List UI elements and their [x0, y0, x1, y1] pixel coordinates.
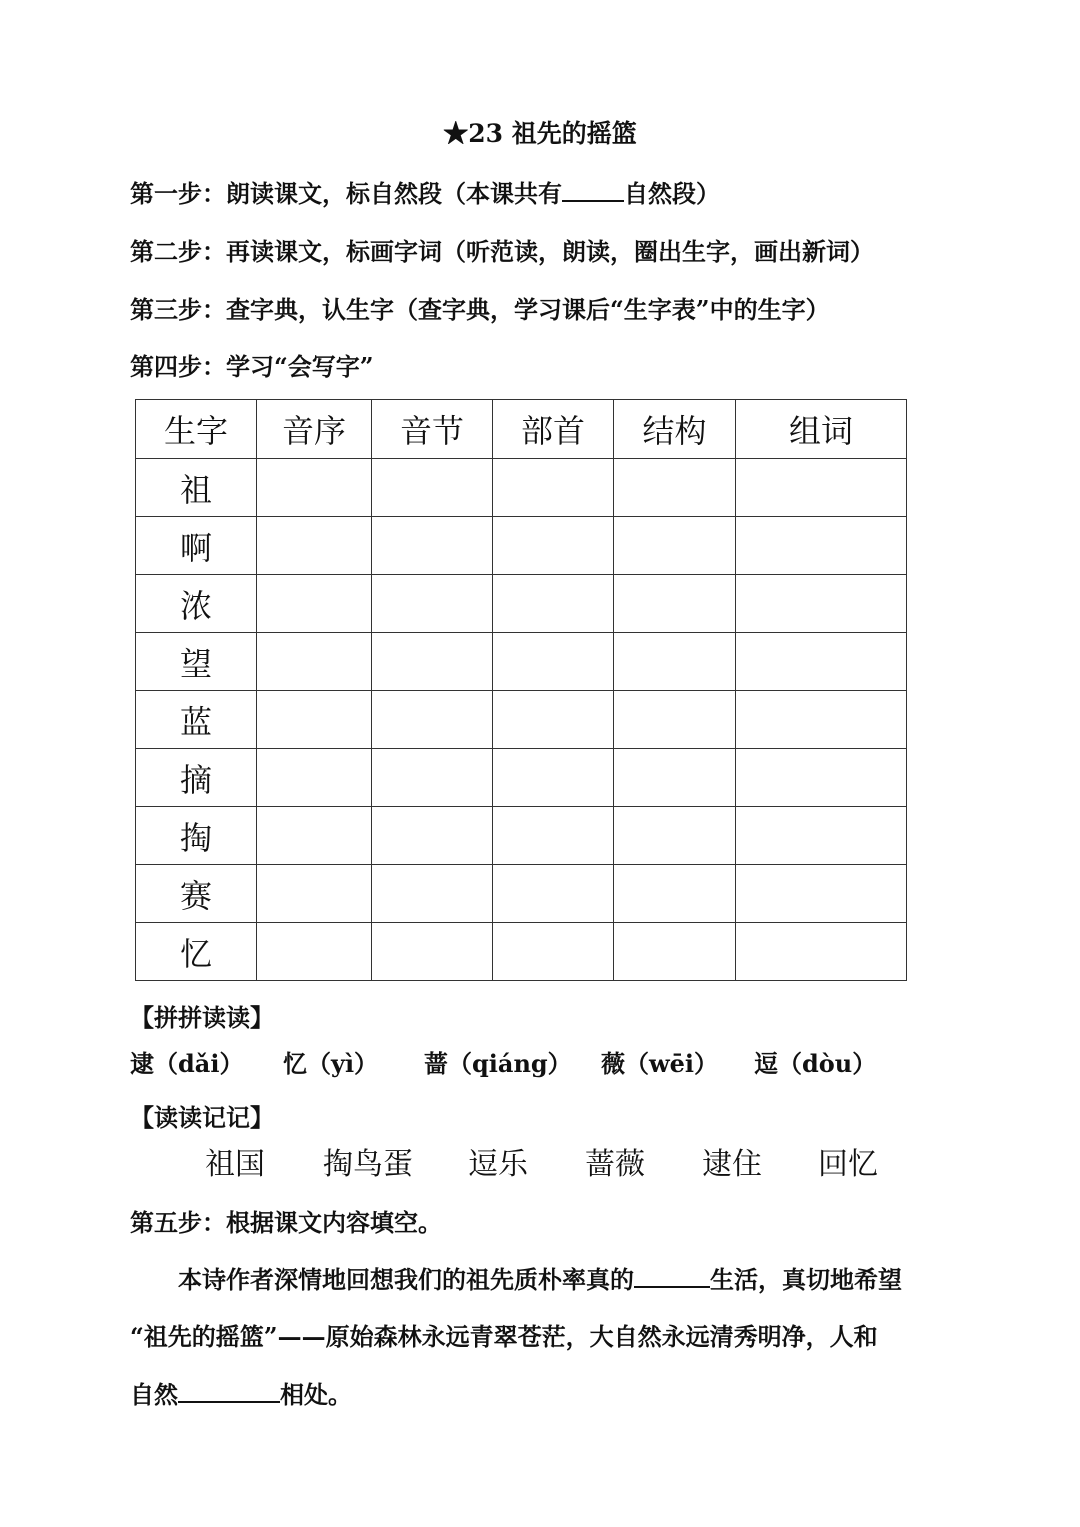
char-cell: 忆: [136, 923, 257, 981]
answer-cell[interactable]: [372, 865, 493, 923]
answer-cell[interactable]: [614, 807, 736, 865]
answer-cell[interactable]: [372, 459, 493, 517]
fill-paragraph-line-2: “祖先的摇篮”——原始森林永远青翠苍茫，大自然永远清秀明净，人和: [130, 1322, 878, 1351]
step-2: 第二步：再读课文，标画字词（听范读，朗读，圈出生字，画出新词）: [130, 237, 874, 266]
step-1: [130, 174, 720, 209]
answer-cell[interactable]: [372, 807, 493, 865]
answer-cell[interactable]: [493, 923, 614, 981]
char-cell: 蓝: [136, 691, 257, 749]
char-cell: 望: [136, 633, 257, 691]
answer-cell[interactable]: [736, 691, 907, 749]
answer-cell[interactable]: [257, 691, 372, 749]
char-cell: 祖: [136, 459, 257, 517]
table-row: [136, 865, 907, 923]
answer-cell[interactable]: [257, 749, 372, 807]
char-cell: 掏: [136, 807, 257, 865]
step-1-text-before: 第一步：朗读课文，标自然段（本课共有: [130, 179, 562, 208]
character-table: [135, 399, 907, 981]
table-row: [136, 633, 907, 691]
answer-cell[interactable]: [614, 691, 736, 749]
step-5-heading: 第五步：根据课文内容填空。: [130, 1208, 442, 1237]
step-4: 第四步：学习“会写字”: [130, 352, 374, 381]
header-zuci: 组词: [736, 400, 907, 459]
table-row: [136, 923, 907, 981]
word-item: 逗乐: [468, 1147, 528, 1182]
table-row: [136, 517, 907, 575]
line-1-text-before: 本诗作者深情地回想我们的祖先质朴率真的: [178, 1265, 634, 1294]
fill-paragraph-line-1: [178, 1260, 902, 1295]
answer-cell[interactable]: [736, 807, 907, 865]
fill-blank-1[interactable]: [634, 1286, 710, 1288]
step-3: 第三步：查字典，认生字（查字典，学习课后“生字表”中的生字）: [130, 295, 830, 324]
answer-cell[interactable]: [736, 749, 907, 807]
table-row: [136, 459, 907, 517]
header-yinjie: 音节: [372, 400, 493, 459]
answer-cell[interactable]: [614, 633, 736, 691]
line-3-text-before: 自然: [130, 1380, 178, 1409]
answer-cell[interactable]: [614, 459, 736, 517]
answer-cell[interactable]: [372, 633, 493, 691]
pinyin-item: 蔷（qiáng）: [424, 1049, 572, 1078]
table-row: [136, 807, 907, 865]
step-1-blank[interactable]: [562, 200, 624, 202]
pinyin-section-heading: 【拼拼读读】: [130, 1003, 274, 1032]
header-shengzi: 生字: [136, 400, 257, 459]
header-yinxu: 音序: [257, 400, 372, 459]
answer-cell[interactable]: [372, 517, 493, 575]
answer-cell[interactable]: [493, 865, 614, 923]
answer-cell[interactable]: [614, 923, 736, 981]
table-header-row: [136, 400, 907, 459]
answer-cell[interactable]: [493, 517, 614, 575]
header-bushou: 部首: [493, 400, 614, 459]
answer-cell[interactable]: [257, 575, 372, 633]
table-row: [136, 575, 907, 633]
pinyin-item: 忆（yì）: [283, 1049, 379, 1078]
fill-blank-2[interactable]: [178, 1401, 280, 1403]
answer-cell[interactable]: [736, 575, 907, 633]
answer-cell[interactable]: [614, 575, 736, 633]
answer-cell[interactable]: [257, 517, 372, 575]
answer-cell[interactable]: [372, 923, 493, 981]
answer-cell[interactable]: [493, 807, 614, 865]
answer-cell[interactable]: [257, 923, 372, 981]
answer-cell[interactable]: [372, 575, 493, 633]
word-item: 祖国: [205, 1147, 265, 1182]
answer-cell[interactable]: [257, 459, 372, 517]
answer-cell[interactable]: [257, 865, 372, 923]
answer-cell[interactable]: [493, 633, 614, 691]
answer-cell[interactable]: [372, 691, 493, 749]
fill-paragraph-line-3: [130, 1375, 352, 1410]
word-item: 逮住: [702, 1147, 762, 1182]
char-cell: 赛: [136, 865, 257, 923]
answer-cell[interactable]: [736, 459, 907, 517]
step-1-text-after: 自然段）: [624, 179, 720, 208]
char-cell: 啊: [136, 517, 257, 575]
answer-cell[interactable]: [493, 575, 614, 633]
answer-cell[interactable]: [493, 459, 614, 517]
answer-cell[interactable]: [257, 807, 372, 865]
word-item: 掏鸟蛋: [323, 1147, 413, 1182]
answer-cell[interactable]: [736, 633, 907, 691]
line-3-text-after: 相处。: [280, 1380, 352, 1409]
page-title: ★23 祖先的摇篮: [443, 119, 637, 148]
answer-cell[interactable]: [372, 749, 493, 807]
header-jiegou: 结构: [614, 400, 736, 459]
answer-cell[interactable]: [736, 517, 907, 575]
answer-cell[interactable]: [257, 633, 372, 691]
table-row: [136, 691, 907, 749]
char-cell: 摘: [136, 749, 257, 807]
pinyin-item: 逗（dòu）: [754, 1049, 877, 1078]
answer-cell[interactable]: [736, 923, 907, 981]
answer-cell[interactable]: [614, 749, 736, 807]
answer-cell[interactable]: [614, 517, 736, 575]
word-item: 蔷薇: [585, 1147, 645, 1182]
word-item: 回忆: [818, 1147, 878, 1182]
answer-cell[interactable]: [614, 865, 736, 923]
answer-cell[interactable]: [493, 749, 614, 807]
answer-cell[interactable]: [736, 865, 907, 923]
answer-cell[interactable]: [493, 691, 614, 749]
pinyin-item: 薇（wēi）: [601, 1049, 719, 1078]
pinyin-item: 逮（dǎi）: [130, 1049, 244, 1078]
char-cell: 浓: [136, 575, 257, 633]
line-1-text-after: 生活，真切地希望: [710, 1265, 902, 1294]
table-row: [136, 749, 907, 807]
words-section-heading: 【读读记记】: [130, 1103, 274, 1132]
